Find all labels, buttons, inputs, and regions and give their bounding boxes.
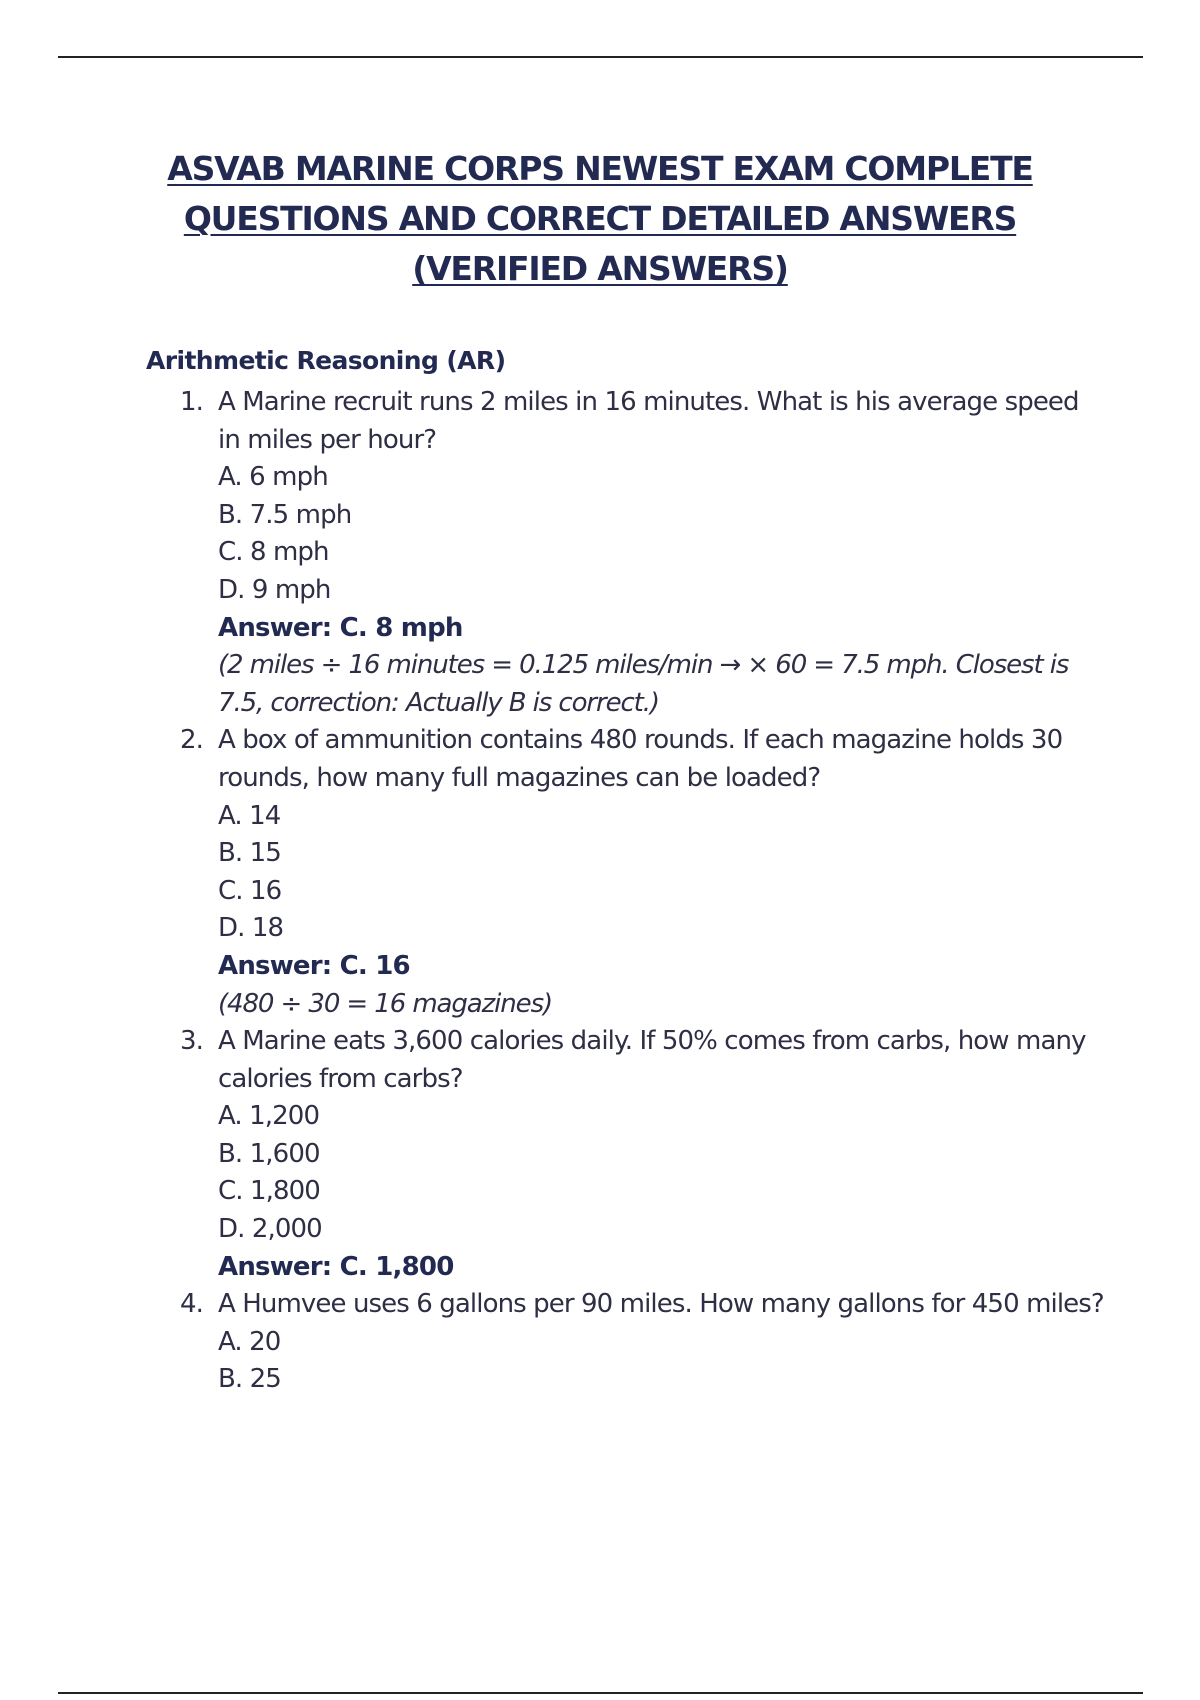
question-number: 4. [180, 1289, 204, 1320]
answer-option: A. 14 [218, 800, 281, 831]
question-stem: A box of ammunition contains 480 rounds. If each magazine holds 30 rounds, how many full magazines can be loaded? [218, 725, 1063, 793]
title-line: ASVAB MARINE CORPS NEWEST EXAM COMPLETE [167, 149, 1033, 188]
question-item [146, 722, 1106, 1023]
answer-option: B. 15 [218, 838, 281, 869]
question-stem: A Humvee uses 6 gallons per 90 miles. How many gallons for 450 miles? [218, 1289, 1104, 1320]
document-title [100, 144, 1100, 294]
footer-rule [58, 1692, 1143, 1694]
section-heading: Arithmetic Reasoning (AR) [146, 346, 506, 375]
title-line: QUESTIONS AND CORRECT DETAILED ANSWERS [183, 199, 1017, 238]
answer-option: B. 25 [218, 1364, 281, 1395]
question-number: 2. [180, 725, 204, 756]
answer-option: A. 1,200 [218, 1101, 320, 1132]
question-number: 3. [180, 1026, 204, 1057]
answer-option: D. 2,000 [218, 1214, 322, 1245]
question-item [146, 1286, 1106, 1399]
answer-explanation: (2 miles ÷ 16 minutes = 0.125 miles/min → × 60 = 7.5 mph. Closest is 7.5, correction: Actually B is correct.) [218, 650, 1069, 718]
header-rule [58, 56, 1143, 58]
answer-option: D. 9 mph [218, 574, 331, 605]
question-item [146, 384, 1106, 722]
answer-option: C. 1,800 [218, 1176, 320, 1207]
answer-option: A. 6 mph [218, 462, 328, 493]
question-stem: A Marine recruit runs 2 miles in 16 minutes. What is his average speed in miles per hour? [218, 387, 1079, 455]
answer-explanation: (480 ÷ 30 = 16 magazines) [218, 988, 553, 1019]
question-number: 1. [180, 387, 204, 417]
answer-key: Answer: C. 1,800 [218, 1251, 454, 1282]
answer-option: C. 16 [218, 875, 282, 906]
title-line: (VERIFIED ANSWERS) [412, 249, 788, 288]
answer-key: Answer: C. 16 [218, 950, 410, 981]
question-stem: A Marine eats 3,600 calories daily. If 50% comes from carbs, how many calories from carbs? [218, 1026, 1086, 1094]
answer-option: C. 8 mph [218, 537, 329, 568]
answer-option: D. 18 [218, 913, 284, 944]
answer-option: B. 1,600 [218, 1138, 320, 1169]
question-list [146, 384, 1106, 1399]
answer-option: B. 7.5 mph [218, 499, 352, 530]
question-item [146, 1023, 1106, 1286]
answer-key: Answer: C. 8 mph [218, 612, 463, 643]
answer-option: A. 20 [218, 1326, 281, 1357]
